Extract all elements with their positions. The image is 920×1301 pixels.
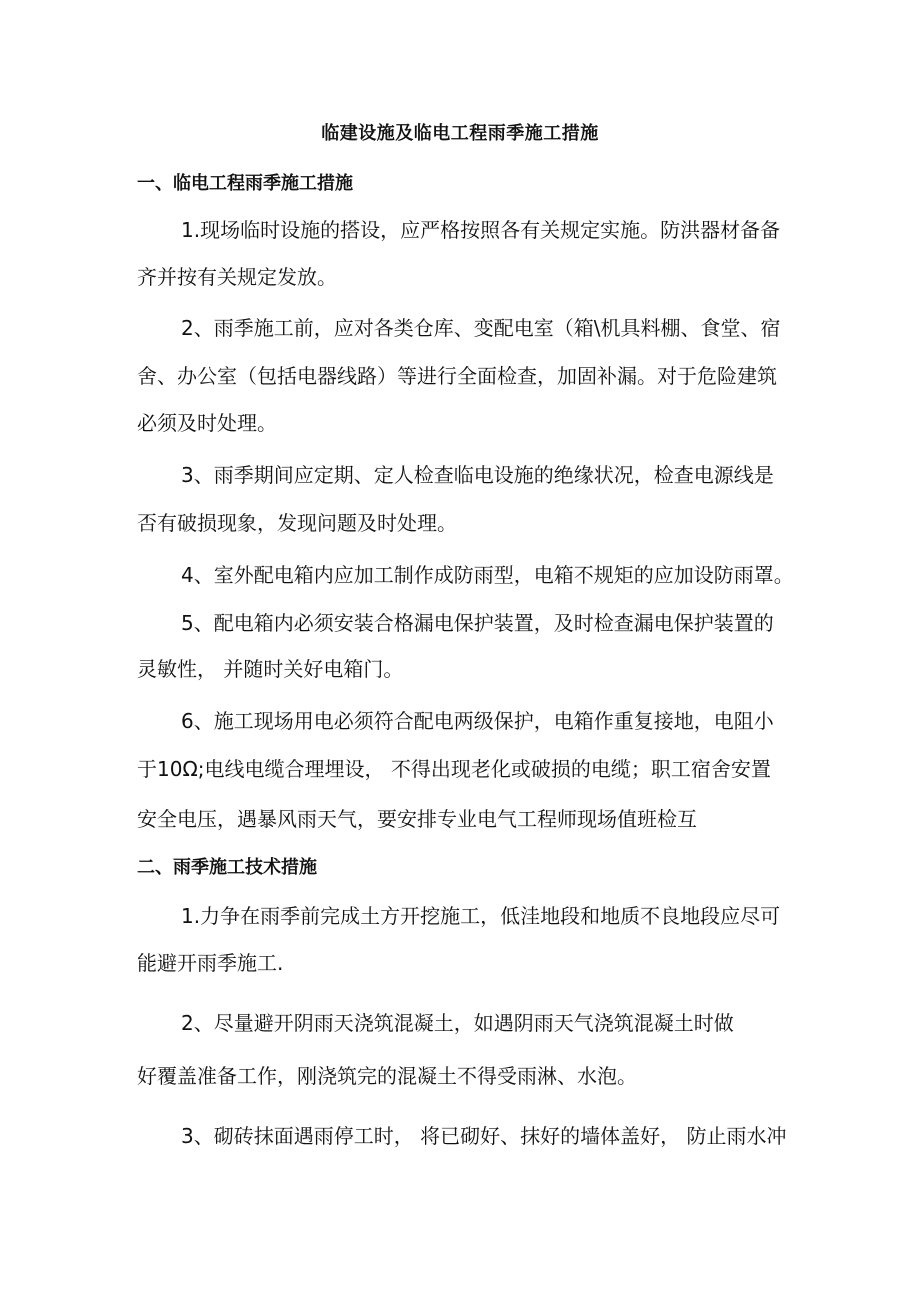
paragraph-line: 必须及时处理。 (137, 411, 277, 435)
paragraph-line: 否有破损现象，发现问题及时处理。 (137, 511, 457, 535)
document-title: 临建设施及临电工程雨季施工措施 (321, 123, 599, 144)
paragraph-line: 5、配电箱内必须安装合格漏电保护装置，及时检查漏电保护装置的 (181, 611, 774, 635)
section-heading-2: 二、雨季施工技术措施 (137, 857, 317, 878)
paragraph-line: 于10Ω;电线电缆合理埋设， 不得出现老化或破损的电缆；职工宿舍安置 (137, 757, 771, 781)
paragraph-line: 4、室外配电箱内应加工制作成防雨型，电箱不规矩的应加设防雨罩。 (181, 563, 794, 587)
paragraph-line: 齐并按有关规定发放。 (137, 265, 337, 289)
paragraph-line: 舍、办公室（包括电器线路）等进行全面检查，加固补漏。对于危险建筑 (137, 364, 777, 388)
paragraph-line: 2、雨季施工前，应对各类仓库、变配电室（箱\机具料棚、食堂、宿 (181, 316, 781, 340)
paragraph-line: 1.现场临时设施的搭设，应严格按照各有关规定实施。防洪器材备备 (181, 218, 781, 242)
paragraph-line: 灵敏性， 并随时关好电箱门。 (137, 657, 404, 681)
paragraph-line: 2、尽量避开阴雨天浇筑混凝土，如遇阴雨天气浇筑混凝土时做 (181, 1011, 734, 1035)
paragraph-line: 3、砌砖抹面遇雨停工时， 将已砌好、抹好的墙体盖好， 防止雨水冲 (181, 1124, 787, 1148)
paragraph-line: 6、施工现场用电必须符合配电两级保护，电箱作重复接地，电阻小 (181, 709, 774, 733)
section-heading-1: 一、临电工程雨季施工措施 (137, 173, 353, 194)
paragraph-line: 3、雨季期间应定期、定人检查临电设施的绝缘状况，检查电源线是 (181, 463, 774, 487)
paragraph-line: 能避开雨季施工. (137, 951, 284, 975)
paragraph-line: 好覆盖准备工作，刚浇筑完的混凝土不得受雨淋、水泡。 (137, 1064, 637, 1088)
paragraph-line: 1.力争在雨季前完成土方开挖施工，低洼地段和地质不良地段应尽可 (181, 904, 781, 928)
paragraph-line: 安全电压，遇暴风雨天气，要安排专业电气工程师现场值班检互 (137, 807, 697, 831)
